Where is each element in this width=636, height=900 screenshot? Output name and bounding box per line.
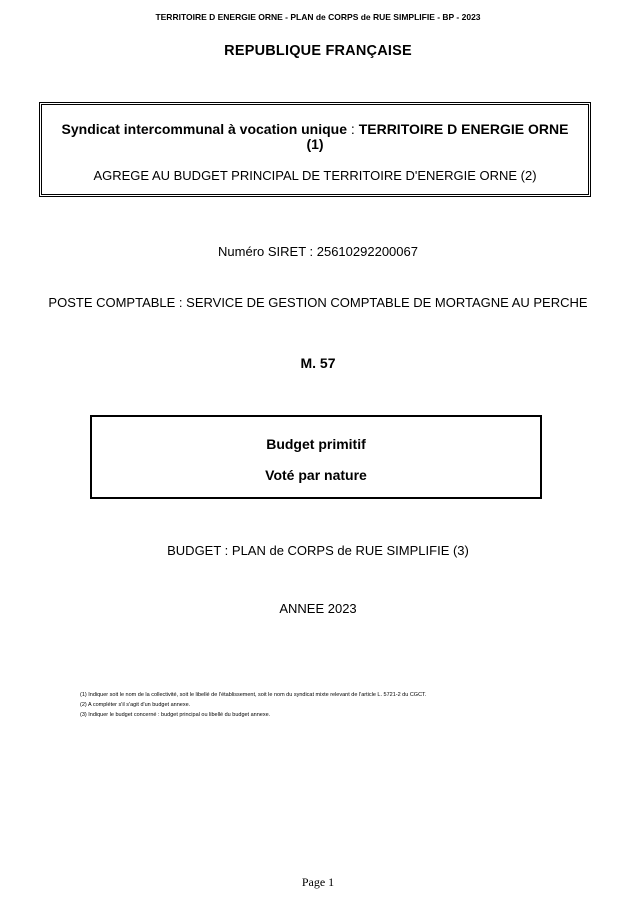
entity-box — [41, 104, 589, 195]
republic-title: REPUBLIQUE FRANÇAISE — [224, 43, 412, 59]
budget-box — [90, 415, 542, 499]
siret-number: Numéro SIRET : 25610292200067 — [218, 244, 418, 259]
footnote: (2) A compléter s'il s'agit d'un budget annexe. — [80, 702, 191, 708]
poste-comptable: POSTE COMPTABLE : SERVICE DE GESTION COMPTABLE DE MORTAGNE AU PERCHE — [48, 295, 588, 310]
nomenclature: M. 57 — [300, 355, 336, 371]
running-header: TERRITOIRE D ENERGIE ORNE - PLAN de CORPS de RUE SIMPLIFIE - BP - 2023 — [155, 12, 481, 22]
aggregated-budget-line: AGREGE AU BUDGET PRINCIPAL DE TERRITOIRE D'ENERGIE ORNE (2) — [93, 168, 537, 183]
entity-name: TERRITOIRE D ENERGIE ORNE (1) — [306, 121, 569, 152]
budget-name: BUDGET : PLAN de CORPS de RUE SIMPLIFIE (3) — [167, 543, 469, 558]
entity-separator: : — [347, 121, 359, 137]
vote-mode: Voté par nature — [265, 467, 367, 483]
entity-line — [52, 122, 578, 152]
footnote: (3) Indiquer le budget concerné : budget principal ou libellé du budget annexe. — [80, 712, 271, 718]
page-number: Page 1 — [301, 875, 335, 889]
footnotes — [80, 690, 600, 720]
entity-label: Syndicat intercommunal à vocation unique — [61, 121, 348, 137]
budget-year: ANNEE 2023 — [279, 601, 357, 616]
footnote: (1) Indiquer soit le nom de la collectivité, soit le libellé de l'établissement, soit le nom du syndicat mixte relevant de l'article L. 5721-2 du CGCT. — [80, 692, 427, 698]
budget-type: Budget primitif — [266, 436, 366, 452]
